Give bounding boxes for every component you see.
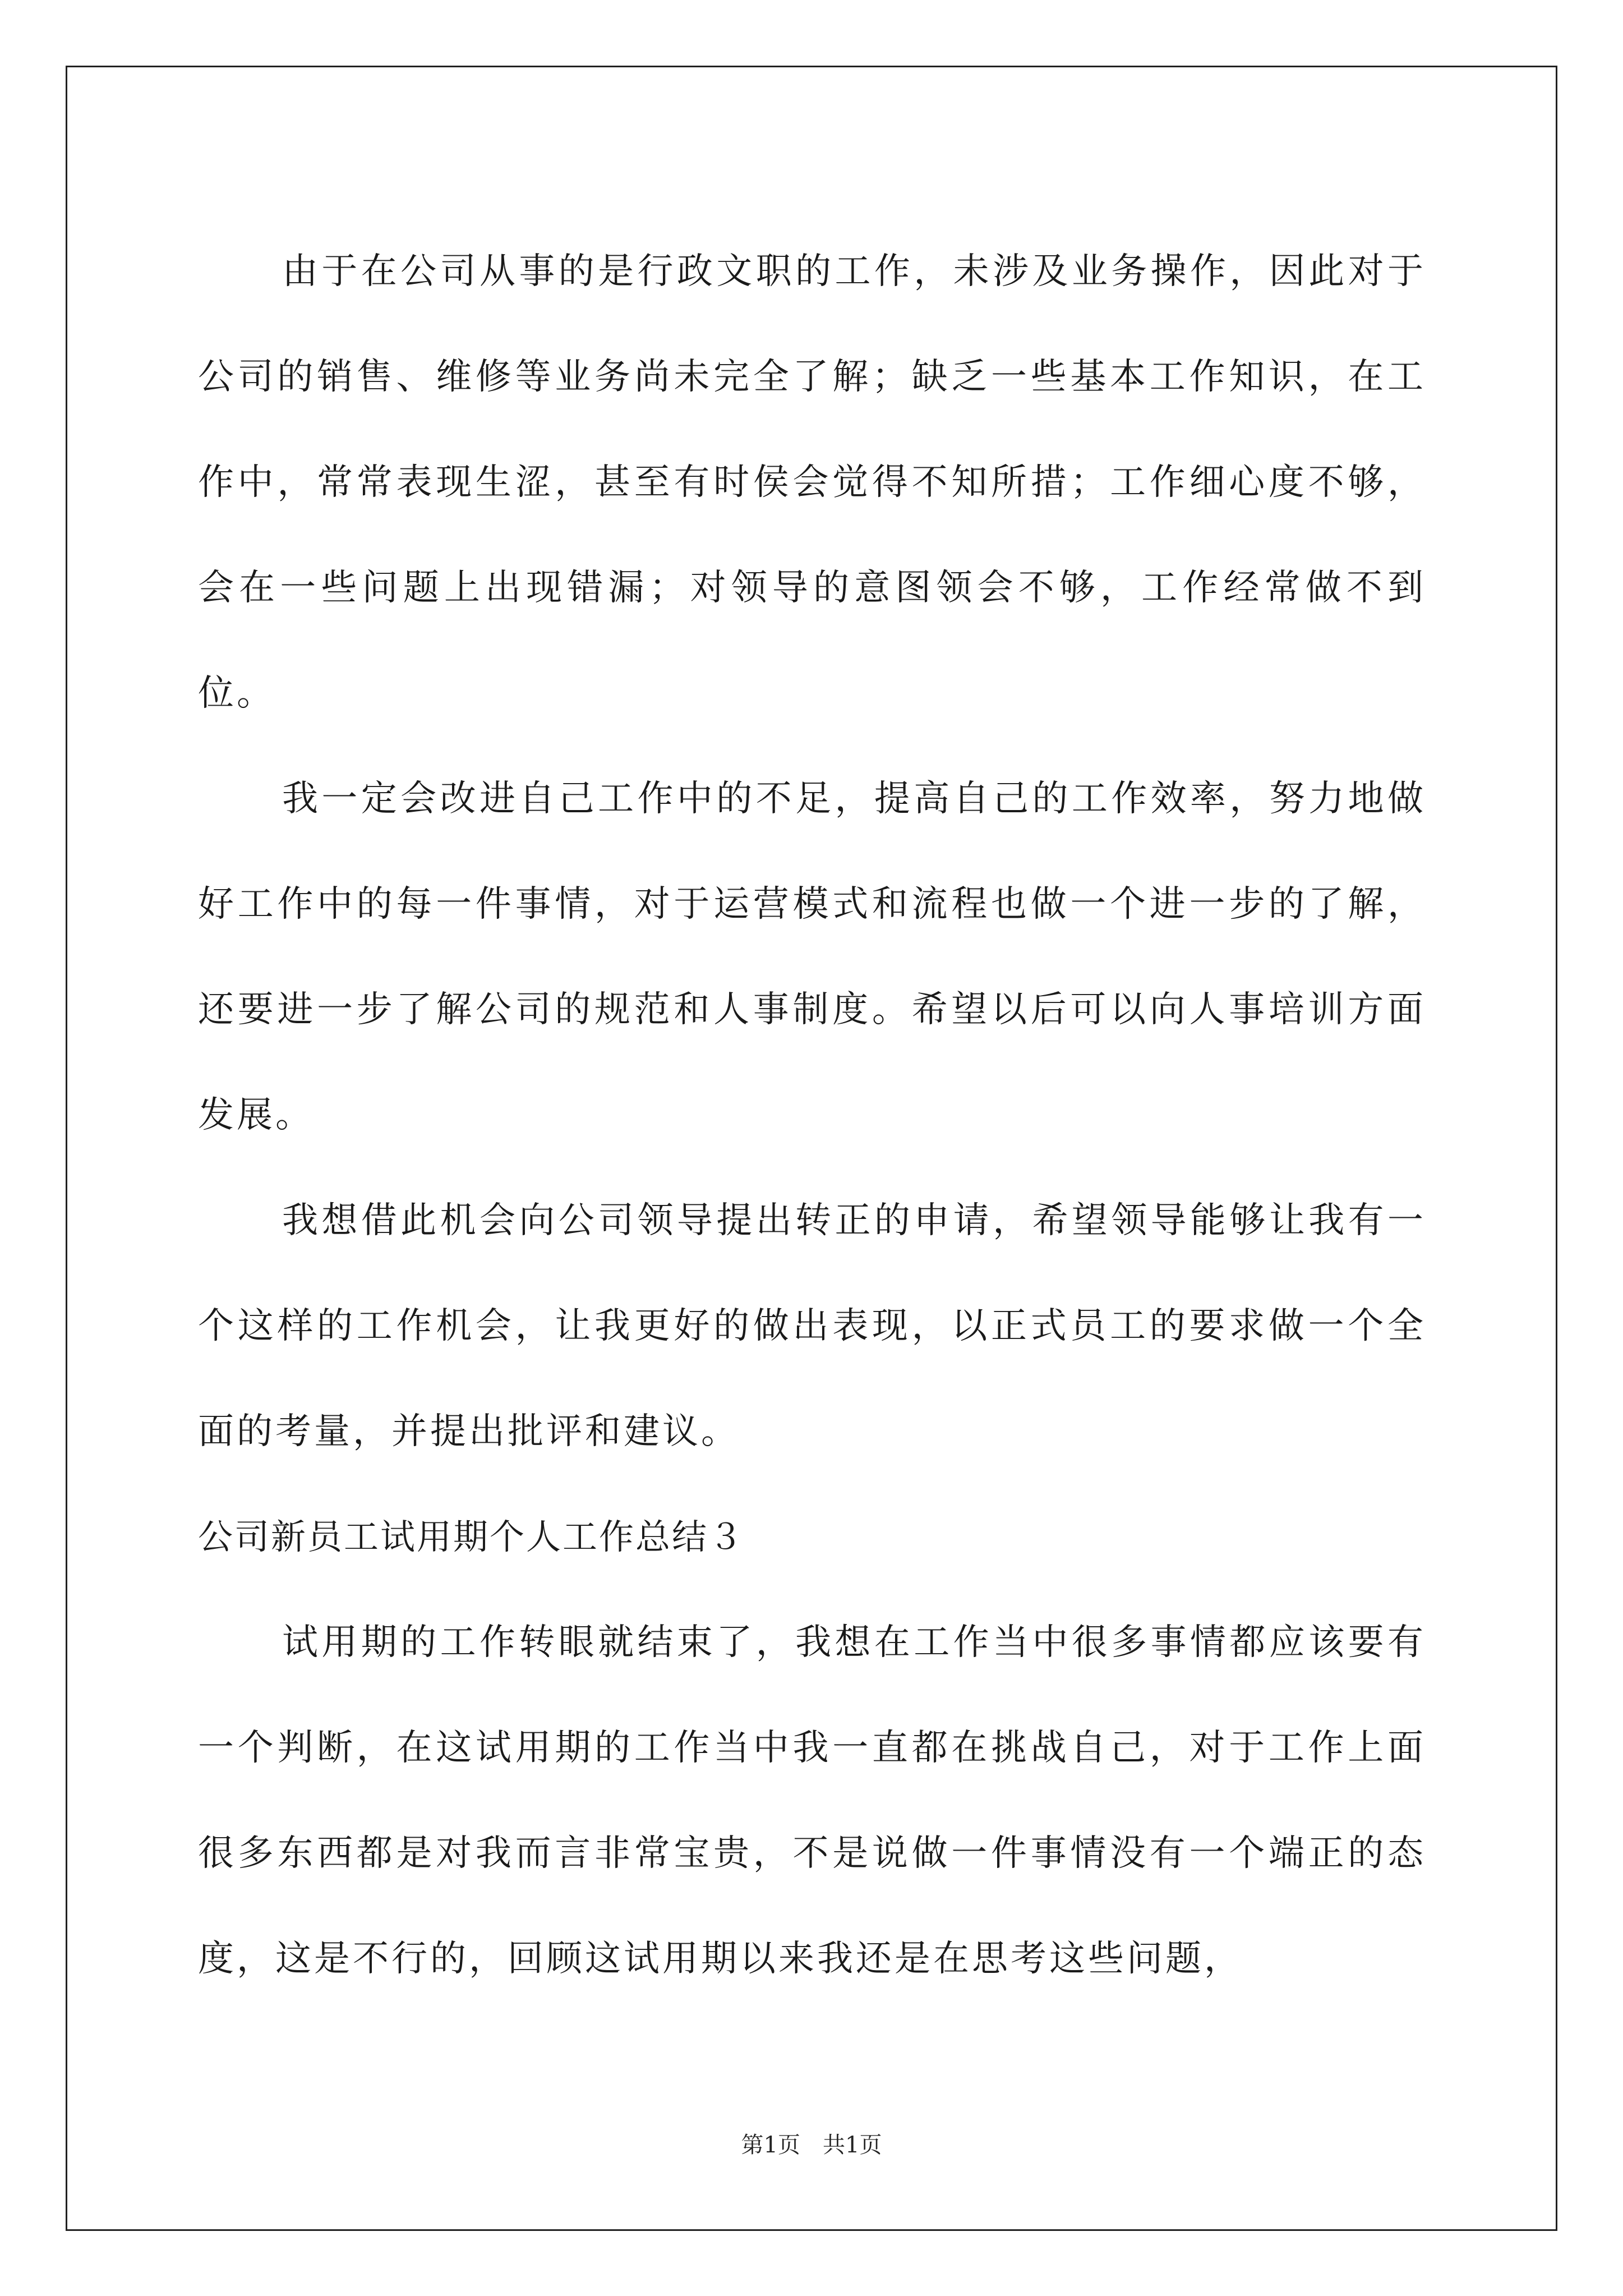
section-heading: 公司新员工试用期个人工作总结３ bbox=[198, 1516, 745, 1557]
paragraph-3: 我想借此机会向公司领导提出转正的申请，希望领导能够让我有一个这样的工作机会，让我更好的做出表现，以正式员工的要求做一个全面的考量，并提出批评和建议。 bbox=[198, 1200, 1426, 1452]
paragraph-1: 由于在公司从事的是行政文职的工作，未涉及业务操作，因此对于公司的销售、维修等业务尚未完全了解；缺乏一些基本工作知识，在工作中，常常表现生涩，甚至有时侯会觉得不知所措；工作细心度不够，会在一些问题上出现错漏；对领导的意图领会不够，工作经常做不到位。 bbox=[198, 251, 1426, 714]
paragraph-4: 试用期的工作转眼就结束了，我想在工作当中很多事情都应该要有一个判断，在这试用期的工作当中我一直都在挑战自己，对于工作上面很多东西都是对我而言非常宝贵，不是说做一件事情没有一个端正的态度，这是不行的，回顾这试用期以来我还是在思考这些问题， bbox=[198, 1622, 1426, 1980]
page-number-footer: 第1页 共1页 bbox=[741, 2132, 882, 2158]
document-body bbox=[198, 219, 1426, 2012]
paragraph-2: 我一定会改进自己工作中的不足，提高自己的工作效率，努力地做好工作中的每一件事情，对于运营模式和流程也做一个进一步的了解，还要进一步了解公司的规范和人事制度。希望以后可以向人事培训方面发展。 bbox=[198, 778, 1426, 1136]
